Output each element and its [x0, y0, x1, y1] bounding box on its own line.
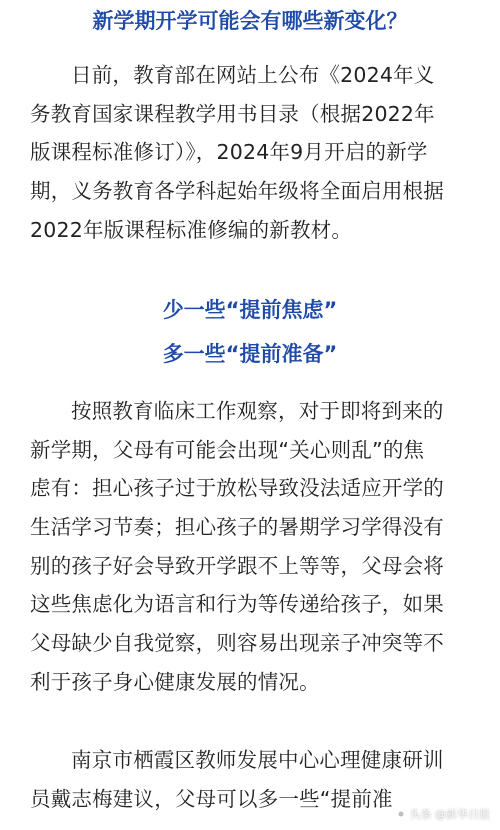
text-line: 父母缺少自我觉察，则容易出现亲子冲突等不 [30, 631, 444, 656]
section-subheading-2: 多一些“提前准备” [162, 342, 338, 366]
text-line: 员戴志梅建议，父母可以多一些“提前准 [30, 786, 393, 811]
paragraph-intro [30, 56, 478, 249]
watermark-text: 头条 @新华日报 [409, 808, 490, 821]
text-line: 生活学习节奏；担心孩子的暑期学习学得没有 [30, 515, 444, 540]
text-line: 按照教育临床工作观察，对于即将到来的 [71, 399, 444, 423]
text-line: 南京市栖霞区教师发展中心心理健康研训 [71, 748, 444, 772]
text-line: 2022年版课程标准修编的新教材。 [30, 217, 353, 242]
text-line: 版课程标准修订）》，2024年9月开启的新学 [30, 140, 428, 165]
paragraph-observation [30, 392, 478, 702]
source-watermark [395, 806, 491, 822]
section-subheading-1: 少一些“提前焦虑” [162, 298, 338, 322]
text-line: 虑有：担心孩子过于放松导致没法适应开学的 [30, 476, 444, 501]
text-line: 期，义务教育各学科起始年级将全面启用根据 [30, 179, 444, 204]
text-line: 利于孩子身心健康发展的情况。 [30, 669, 320, 694]
text-line: 日前，教育部在网站上公布《2024年义 [71, 63, 435, 87]
toutiao-logo-icon [395, 808, 407, 820]
text-line: 这些焦虑化为语言和行为等传递给孩子，如果 [30, 592, 444, 617]
article-title: 新学期开学可能会有哪些新变化？ [92, 9, 408, 33]
text-line: 新学期，父母有可能会出现“关心则乱”的焦 [30, 437, 425, 462]
text-line: 别的孩子好会导致开学跟不上等等，父母会将 [30, 553, 444, 578]
text-line: 务教育国家课程教学用书目录（根据2022年 [30, 101, 435, 126]
